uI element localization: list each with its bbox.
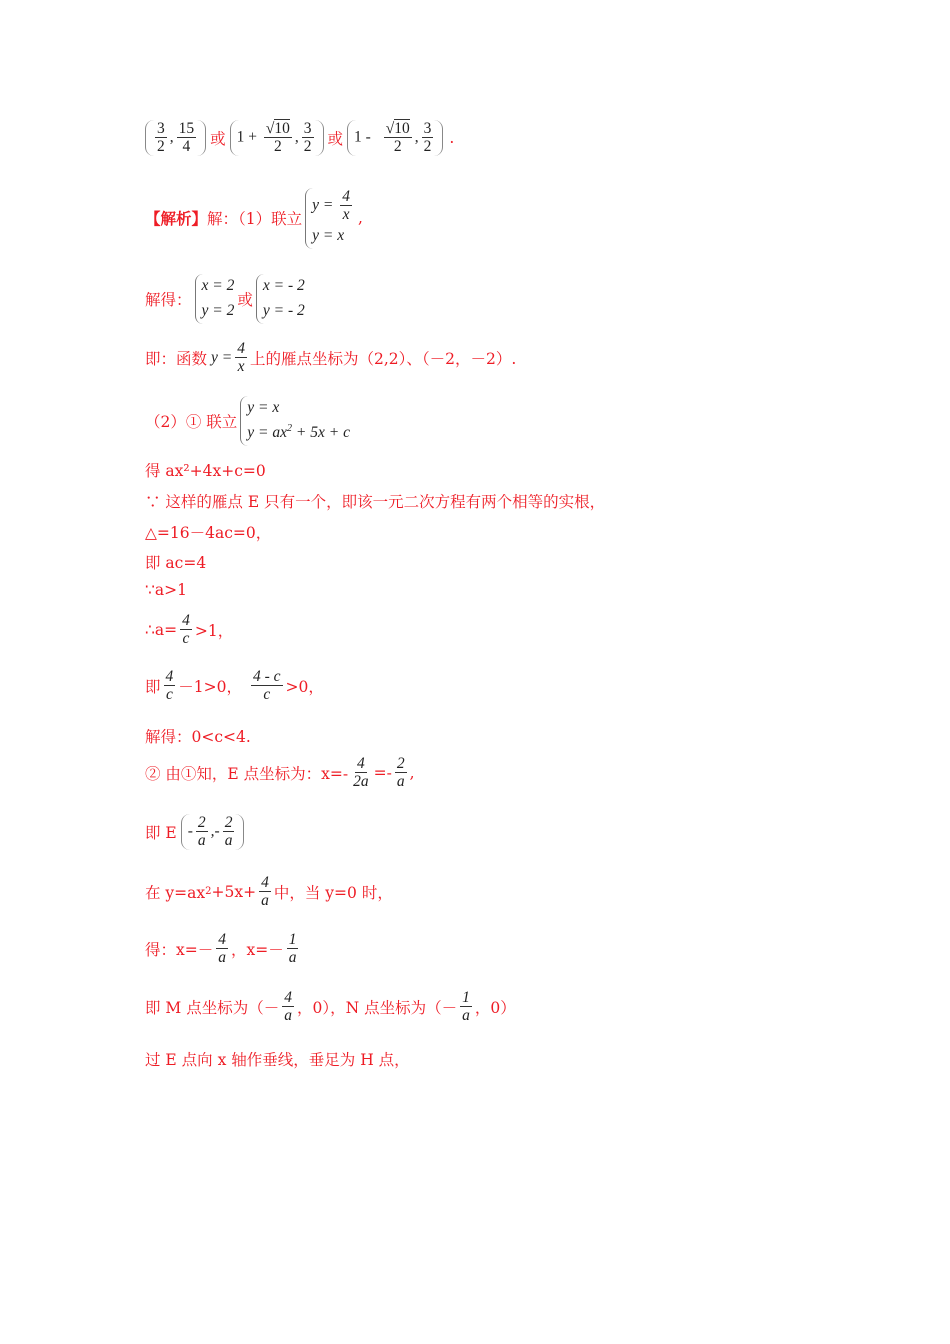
n-end: ，0） xyxy=(474,998,516,1017)
func-sup: 2 xyxy=(205,886,212,898)
point-2: 1 + $\frac{√10}{2}$ , $\frac{3}{2}$ xyxy=(230,120,324,156)
function-text: 即：函数 xyxy=(145,349,208,368)
inequality-line: 即 $\frac{4}{c}$ －1>0， $\frac{4 - c}{c}$ >0， xyxy=(145,668,324,704)
part2-text: （2）① 联立 xyxy=(145,412,238,431)
or-text-2: 或 xyxy=(327,129,344,148)
a-condition-line: ∵a>1 xyxy=(145,581,187,599)
comma: , xyxy=(357,209,363,228)
perpendicular-line: 过 E 点向 x 轴作垂线，垂足为 H 点， xyxy=(145,1051,410,1069)
or-text-1: 或 xyxy=(210,129,226,148)
point-3: 1 - $\frac{√10}{2}$ , $\frac{3}{2}$ xyxy=(347,120,443,156)
n-text: ，0），N 点坐标为（－ xyxy=(296,998,458,1017)
analysis-label: 【解析】 xyxy=(145,209,208,229)
solve-text: 解得： xyxy=(145,290,192,309)
solution-1: x = 2 y = 2 xyxy=(195,274,235,324)
or-text-3: 或 xyxy=(237,290,253,309)
c-range-line: 解得：0<c<4. xyxy=(145,728,251,746)
discriminant-line: △=16－4ac=0， xyxy=(145,524,272,542)
answer-points-line xyxy=(145,120,454,156)
ac-line: 即 ac=4 xyxy=(145,554,207,572)
a-value-line: ∴a= $\frac{4}{c}$ >1， xyxy=(145,612,234,648)
root-b: ，x=－ xyxy=(230,940,284,959)
gt-zero: >0， xyxy=(285,677,324,696)
solution-line xyxy=(145,274,308,324)
e-coord-text: ② 由①知，E 点坐标为：x=- xyxy=(145,764,349,783)
point-1: $\frac{3}{2}$ , $\frac{15}{4}$ xyxy=(145,120,206,156)
func-c: 中，当 y=0 时， xyxy=(273,883,393,902)
a-eq: ∴a= xyxy=(145,620,178,639)
root-a: 得：x=－ xyxy=(145,940,214,959)
gt-one: >1， xyxy=(194,621,234,640)
function-points-line: 即：函数 y = $\frac{4}{x}$ 上的雁点坐标为（2,2）、（－2，－2）. xyxy=(145,340,517,376)
analysis-text: 解：（1）联立 xyxy=(207,210,303,229)
e-point-text: 即 E xyxy=(145,823,177,842)
period: . xyxy=(449,128,455,147)
function-line: 在 y=ax 2 +5x+ $\frac{4}{a}$ 中，当 y=0 时， xyxy=(145,874,393,910)
e-coordinate-line: ② 由①知，E 点坐标为：x=- $\frac{4}{2a}$ =- $\frac{2}{a}$ , xyxy=(145,755,415,791)
eq-minus: =- xyxy=(373,763,392,782)
ji-text: 即 xyxy=(145,677,161,696)
func-b: +5x+ xyxy=(211,882,257,901)
points-text: 上的雁点坐标为（2,2）、（－2，－2）. xyxy=(249,349,517,368)
system-1: y = $\frac{4}{x}$ y = x xyxy=(305,188,355,249)
unique-point-line: ∵ 这样的雁点 E 只有一个，即该一元二次方程有两个相等的实根， xyxy=(145,493,606,511)
equation-line: 得 ax²+4x+c=0 xyxy=(145,462,266,480)
e-point-line: 即 E - $\frac{2}{a}$ ,- $\frac{2}{a}$ xyxy=(145,814,244,850)
func-a: 在 y=ax xyxy=(145,883,206,902)
comma-2: , xyxy=(409,763,415,782)
roots-line: 得：x=－ $\frac{4}{a}$ ，x=－ $\frac{1}{a}$ xyxy=(145,931,297,967)
solution-2: x = - 2 y = - 2 xyxy=(256,274,305,324)
m-text: 即 M 点坐标为（－ xyxy=(145,998,280,1017)
system-2: y = x $y = ax^2 + 5x + c$ xyxy=(240,396,350,446)
minus-one: －1>0， xyxy=(178,677,242,696)
analysis-line xyxy=(145,188,363,249)
part2-line xyxy=(145,396,353,446)
mn-points-line: 即 M 点坐标为（－ $\frac{4}{a}$ ，0），N 点坐标为（－ $\frac{1}{a}$ ，0） xyxy=(145,989,516,1025)
